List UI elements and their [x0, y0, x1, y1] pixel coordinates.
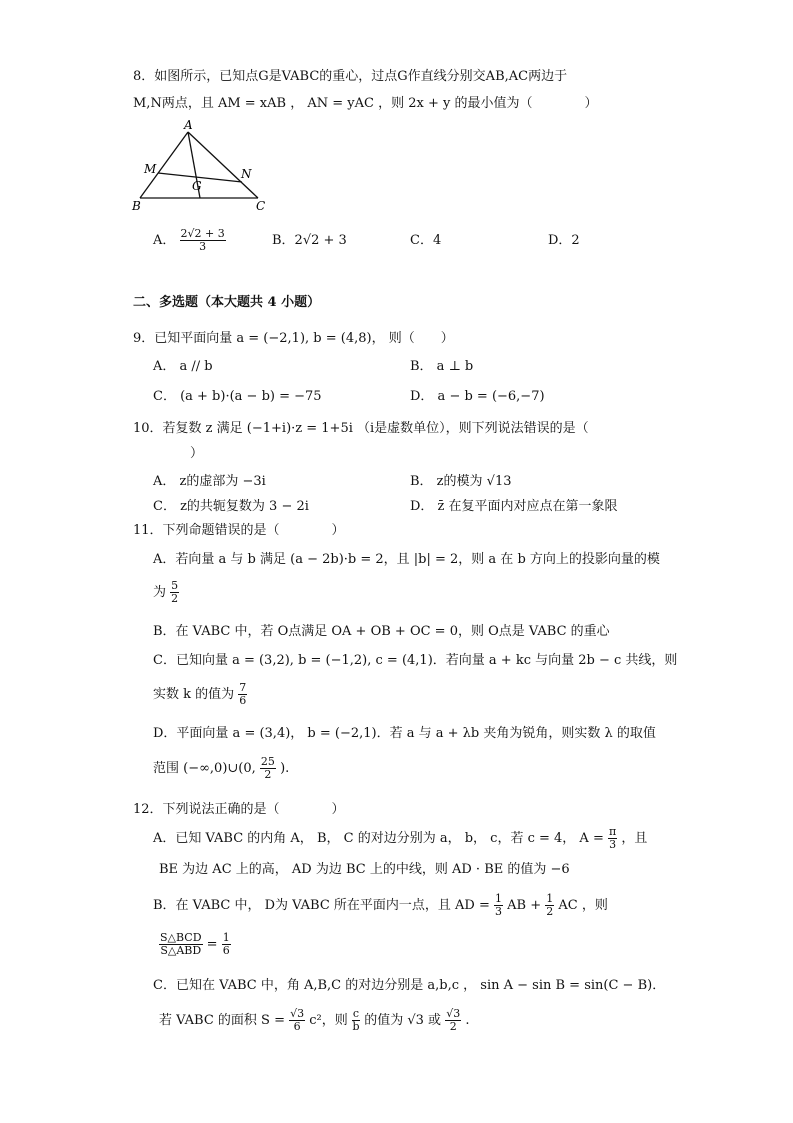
q11-a-fraction — [170, 580, 179, 605]
q12-a-fraction — [608, 826, 617, 851]
q8-choice-a-prefix: A． — [153, 233, 176, 248]
q12-b-area-ratio — [159, 932, 203, 957]
q12-b-fraction-2 — [545, 893, 554, 918]
q11-c-num: 7 — [239, 681, 247, 694]
q12-c2-tail: 的值为 √3 或 — [364, 1013, 442, 1028]
q12-stem: 12．下列说法正确的是（ ） — [133, 802, 345, 817]
q9-choice-b: B． a ⊥ b — [410, 359, 474, 374]
q12-a1-prefix: A．已知 VABC 的内角 A， B， C 的对边分别为 a， b， c，若 c = 4， A = — [153, 831, 604, 846]
q8-choice-c: C．4 — [410, 233, 442, 248]
q9-stem: 9．已知平面向量 a = (−2,1), b = (4,8)， 则（ ） — [133, 331, 454, 346]
label-C: C — [256, 199, 266, 212]
q10-stem-close: ） — [190, 446, 204, 461]
label-N: N — [241, 167, 252, 181]
q11-choice-b: B．在 VABC 中，若 O点满足 OA + OB + OC = 0，则 O点是 VABC 的重心 — [153, 624, 610, 639]
q12-choice-a-line1 — [153, 826, 647, 851]
label-M: M — [144, 162, 157, 176]
q8-triangle-figure — [128, 118, 278, 212]
q12-b1-suffix: AC ，则 — [558, 898, 608, 913]
label-A: A — [184, 118, 193, 132]
q10-choice-c: C． z的共轭复数为 3 − 2i — [153, 499, 309, 514]
q12-c-d1: 6 — [293, 1020, 301, 1033]
q9-choice-c: C． (a + b)·(a − b) = −75 — [153, 389, 322, 404]
q10-stem: 10．若复数 z 满足 (−1+i)·z = 1+5i （i是虚数单位），则下列说法错误的是（ — [133, 421, 589, 436]
q12-choice-c-line1: C．已知在 VABC 中，角 A,B,C 的对边分别是 a,b,c ， sin A − sin B = sin(C − B)． — [153, 978, 666, 993]
q12-c-n2: c — [352, 1007, 360, 1020]
q12-c2-end: . — [465, 1013, 470, 1028]
q8-choice-a-num: 2√2 + 3 — [180, 227, 225, 240]
q9-choice-d: D． a − b = (−6,−7) — [410, 389, 545, 404]
q11-choice-c-line1: C．已知向量 a = (3,2), b = (−1,2), c = (4,1)．若向量 a + kc 与向量 2b − c 共线，则 — [153, 653, 678, 668]
q12-a-num: π — [608, 825, 617, 838]
q11-d2-prefix: 范围 (−∞,0)∪(0, — [153, 761, 256, 776]
q11-c-fraction — [238, 682, 247, 707]
q12-c-n1: √3 — [290, 1007, 305, 1020]
q12-b-fraction-1 — [494, 893, 503, 918]
q11-d-num: 25 — [260, 755, 275, 768]
q12-b2-eq: = — [206, 937, 218, 952]
q12-c-fraction-2 — [352, 1008, 360, 1033]
q12-b-rn: 1 — [222, 931, 230, 944]
q11-choice-a-line2 — [153, 580, 179, 605]
label-B: B — [132, 199, 141, 212]
q8-choice-a — [153, 228, 226, 253]
q12-c-fraction-1 — [289, 1008, 305, 1033]
q12-c2-prefix: 若 VABC 的面积 S = — [159, 1013, 285, 1028]
q11-choice-a-line1: A．若向量 a 与 b 满足 (a − 2b)·b = 2，且 |b| = 2，则 a 在 b 方向上的投影向量的模 — [153, 552, 660, 567]
q8-choice-a-den: 3 — [199, 240, 207, 253]
q12-b-d2: 2 — [546, 905, 554, 918]
q12-c-d3: 2 — [449, 1020, 457, 1033]
q9-choice-a: A． a // b — [153, 359, 213, 374]
q8-choice-d: D．2 — [548, 233, 580, 248]
q12-c-d2: b — [352, 1020, 360, 1033]
label-G: G — [192, 179, 202, 193]
q10-choice-d: D． z̄ 在复平面内对应点在第一象限 — [410, 499, 618, 514]
q12-b-area-num: S△BCD — [160, 931, 202, 944]
q12-b-rd: 6 — [222, 944, 230, 957]
q11-d2-suffix: ). — [280, 761, 290, 776]
q12-a1-suffix: ，且 — [621, 831, 648, 846]
q12-choice-c-line2 — [159, 1008, 469, 1033]
q12-b-n1: 1 — [495, 892, 503, 905]
q12-choice-b-line1 — [153, 893, 608, 918]
q12-b1-prefix: B．在 VABC 中， D为 VABC 所在平面内一点，且 AD = — [153, 898, 490, 913]
q11-d-den: 2 — [264, 768, 272, 781]
q11-c2-prefix: 实数 k 的值为 — [153, 687, 235, 702]
q11-choice-c-line2 — [153, 682, 247, 707]
q12-b1-mid: AB + — [507, 898, 542, 913]
q11-a-num: 5 — [171, 579, 179, 592]
q12-b-n2: 1 — [546, 892, 554, 905]
q12-choice-b-line2 — [159, 932, 231, 957]
q11-a-den: 2 — [171, 592, 179, 605]
q12-b-area-den: S△ABD — [160, 944, 202, 957]
q12-c-fraction-3 — [445, 1008, 461, 1033]
q11-choice-d-line1: D．平面向量 a = (3,4)， b = (−2,1)．若 a 与 a + λb 夹角为锐角，则实数 λ 的取值 — [153, 726, 656, 741]
q10-choice-b: B． z的模为 √13 — [410, 474, 512, 489]
q11-choice-d-line2 — [153, 756, 289, 781]
q11-d-fraction — [260, 756, 276, 781]
q12-b-result-fraction — [222, 932, 231, 957]
q8-choice-b: B．2√2 + 3 — [272, 233, 347, 248]
q12-c2-mid: c²，则 — [309, 1013, 348, 1028]
q11-a2-prefix: 为 — [153, 585, 167, 600]
q12-choice-a-line2: BE 为边 AC 上的高， AD 为边 BC 上的中线，则 AD · BE 的值为 −6 — [159, 862, 570, 877]
q12-b-d1: 3 — [495, 905, 503, 918]
q12-a-den: 3 — [609, 838, 617, 851]
q8-stem-line2: M,N两点，且 AM = xAB ， AN = yAC ，则 2x + y 的最小值为（ ） — [133, 96, 598, 111]
q10-choice-a: A． z的虚部为 −3i — [153, 474, 266, 489]
q8-stem-line1: 8．如图所示，已知点G是VABC的重心，过点G作直线分别交AB,AC两边于 — [133, 69, 568, 84]
q11-c-den: 6 — [239, 694, 247, 707]
q8-choice-a-fraction — [180, 228, 226, 253]
q11-stem: 11．下列命题错误的是（ ） — [133, 523, 345, 538]
q12-c-n3: √3 — [446, 1007, 461, 1020]
section-title-multi-choice: 二、多选题（本大题共 4 小题） — [133, 295, 321, 310]
